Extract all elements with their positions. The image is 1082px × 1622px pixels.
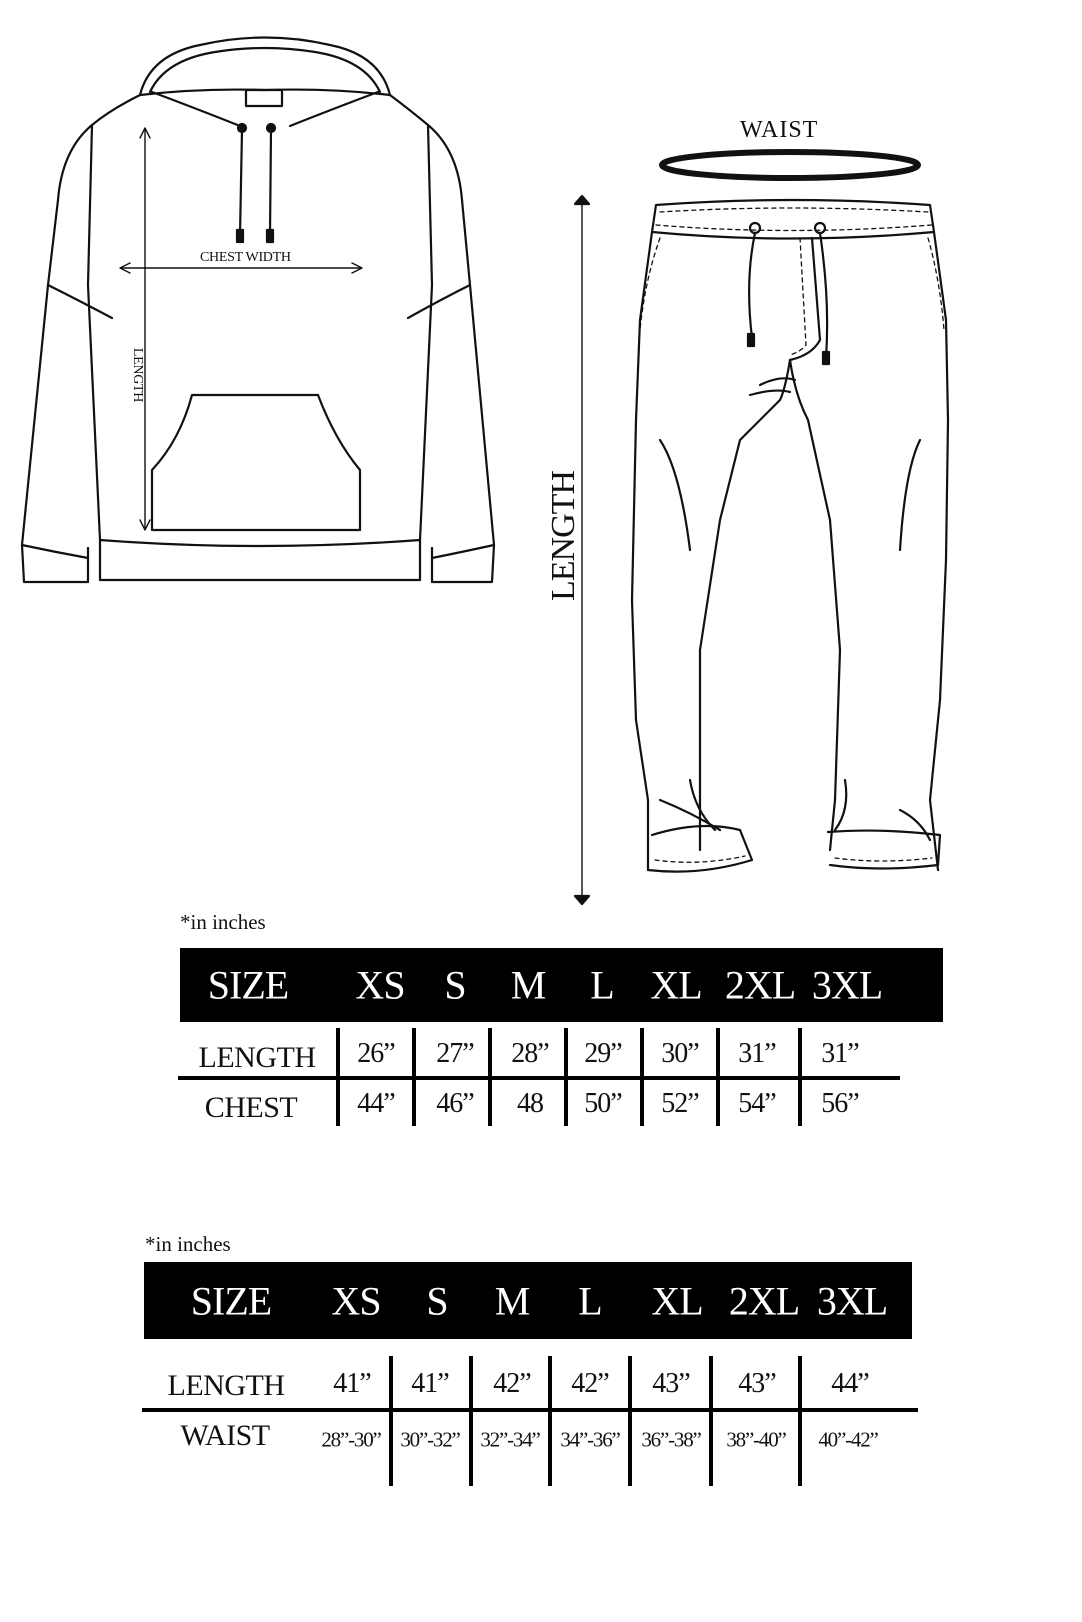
- pants-drawing: [575, 152, 948, 904]
- header-size: SIZE: [190, 1278, 272, 1323]
- pants-table-header: [144, 1262, 912, 1339]
- hoodie-length-l: 29”: [584, 1038, 622, 1069]
- hoodie-length-label: LENGTH: [130, 347, 146, 403]
- header-xs: XS: [355, 962, 405, 1008]
- hoodie-table-header: [180, 948, 943, 1022]
- pants-table-note: *in inches: [145, 1232, 231, 1256]
- hoodie-length-xl: 30”: [661, 1038, 699, 1069]
- hoodie-chest-xl: 52”: [661, 1088, 699, 1119]
- header-m: M: [494, 1278, 530, 1323]
- header-l: L: [590, 962, 614, 1008]
- pants-length-3xl: 44”: [831, 1368, 869, 1399]
- pants-length-2xl: 43”: [738, 1368, 776, 1399]
- header-xs: XS: [331, 1278, 381, 1323]
- pants-col-divider: [628, 1356, 632, 1486]
- pants-row-label-length: LENGTH: [167, 1369, 285, 1402]
- hoodie-chest-s: 46”: [436, 1088, 474, 1119]
- pants-waist-l: 34”-36”: [560, 1427, 620, 1452]
- header-s: S: [426, 1278, 448, 1323]
- hoodie-col-divider: [716, 1028, 720, 1126]
- hoodie-row-label-chest: CHEST: [204, 1091, 298, 1124]
- pants-waist-label: WAIST: [740, 117, 819, 143]
- pants-col-divider: [709, 1356, 713, 1486]
- hoodie-table-divider: [178, 1076, 900, 1080]
- pants-length-xl: 43”: [652, 1368, 690, 1399]
- hoodie-length-m: 28”: [511, 1038, 549, 1069]
- pants-waist-3xl: 40”-42”: [818, 1427, 878, 1452]
- hoodie-chest-2xl: 54”: [738, 1088, 776, 1119]
- pants-col-divider: [548, 1356, 552, 1486]
- pants-col-divider: [389, 1356, 393, 1486]
- hoodie-length-3xl: 31”: [821, 1038, 859, 1069]
- hoodie-col-divider: [488, 1028, 492, 1126]
- header-s: S: [444, 962, 466, 1008]
- hoodie-drawing: [22, 38, 494, 583]
- pants-length-s: 41”: [411, 1368, 449, 1399]
- hoodie-chest-m: 48: [517, 1088, 543, 1119]
- header-2xl: 2XL: [728, 1278, 800, 1323]
- header-2xl: 2XL: [724, 962, 796, 1008]
- pants-waist-m: 32”-34”: [480, 1427, 540, 1452]
- chest-width-label: CHEST WIDTH: [200, 250, 291, 265]
- header-l: L: [578, 1278, 602, 1323]
- pants-length-xs: 41”: [333, 1368, 371, 1399]
- pants-length-label: LENGTH: [544, 471, 582, 601]
- hoodie-col-divider: [412, 1028, 416, 1126]
- pants-col-divider: [469, 1356, 473, 1486]
- hoodie-table-note: *in inches: [180, 910, 266, 934]
- pants-length-m: 42”: [493, 1368, 531, 1399]
- hoodie-length-s: 27”: [436, 1038, 474, 1069]
- hoodie-row-label-length: LENGTH: [198, 1041, 316, 1074]
- header-xl: XL: [650, 962, 702, 1008]
- hoodie-chest-3xl: 56”: [821, 1088, 859, 1119]
- hoodie-col-divider: [798, 1028, 802, 1126]
- pants-waist-xs: 28”-30”: [321, 1427, 381, 1452]
- header-3xl: 3XL: [816, 1278, 888, 1323]
- pants-waist-xl: 36”-38”: [641, 1427, 701, 1452]
- header-xl: XL: [651, 1278, 703, 1323]
- hoodie-length-2xl: 31”: [738, 1038, 776, 1069]
- hoodie-col-divider: [336, 1028, 340, 1126]
- hoodie-col-divider: [640, 1028, 644, 1126]
- header-m: M: [510, 962, 546, 1008]
- pants-row-label-waist: WAIST: [180, 1419, 270, 1452]
- hoodie-chest-l: 50”: [584, 1088, 622, 1119]
- pants-waist-s: 30”-32”: [400, 1427, 460, 1452]
- hoodie-col-divider: [564, 1028, 568, 1126]
- hoodie-length-xs: 26”: [357, 1038, 395, 1069]
- hoodie-chest-xs: 44”: [357, 1088, 395, 1119]
- header-3xl: 3XL: [811, 962, 883, 1008]
- pants-waist-2xl: 38”-40”: [726, 1427, 786, 1452]
- pants-length-l: 42”: [571, 1368, 609, 1399]
- header-size: SIZE: [207, 962, 289, 1008]
- pants-col-divider: [798, 1356, 802, 1486]
